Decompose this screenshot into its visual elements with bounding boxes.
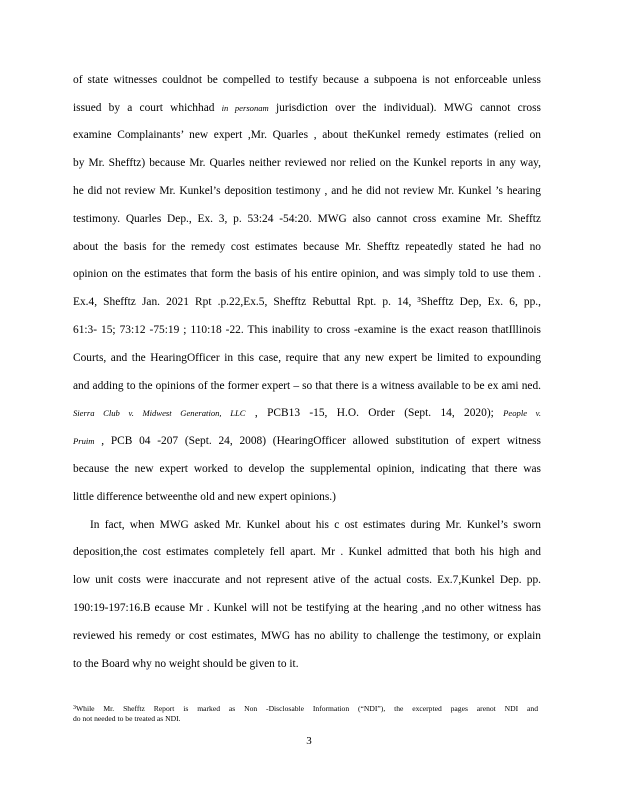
text-line: 190:19-197:16.B ecause Mr . Kunkel will not be testifying at the hearing ,and no other witness has [73, 602, 541, 614]
text-line: low unit costs were inaccurate and not represent ative of the actual costs. Ex.7,Kunkel Dep. pp. [73, 574, 541, 586]
text-line: of state witnesses couldnot be compelled to testify because a subpoena is not enforceable unless [73, 74, 541, 86]
text-line: to the Board why no weight should be given to it. [73, 658, 299, 670]
footnote-text: While Mr. Shefftz Report is marked as Non -Disclosable Information (“NDI”), the excerpted pages arenot NDI and [76, 704, 538, 713]
text-line: reviewed his remedy or cost estimates, MWG has no ability to challenge the testimony, or explain [73, 630, 541, 642]
text-line: Courts, and the HearingOfficer in this case, require that any new expert be limited to expounding [73, 352, 541, 364]
text-line: he did not review Mr. Kunkel’s deposition testimony , and he did not review Mr. Kunkel ’s hearing [73, 185, 541, 197]
text-line: deposition,the cost estimates completely fell apart. Mr . Kunkel admitted that both his high and [73, 546, 541, 558]
text-run: jurisdiction over the individual). MWG cannot cross [268, 102, 541, 114]
text-line: opinion on the estimates that form the basis of his entire opinion, and was simply told to use them . [73, 268, 541, 280]
case-citation: Sierra Club v. Midwest Generation, LLC [73, 408, 246, 418]
text-line: because the new expert worked to develop the supplemental opinion, indicating that there was [73, 463, 541, 475]
text-line [73, 101, 541, 115]
footnote-marker: 3 [73, 705, 76, 711]
case-citation: Pruim [73, 436, 95, 446]
text-line: 61:3- 15; 73:12 -75:19 ; 110:18 -22. This inability to cross -examine is the exact reason thatIllinois [73, 324, 541, 336]
footnote-line: do not needed to be treated as NDI. [73, 714, 181, 723]
text-line: testimony. Quarles Dep., Ex. 3, p. 53:24 -54:20. MWG also cannot cross examine Mr. Shefftz [73, 213, 541, 225]
text-line [73, 434, 541, 448]
text-run: issued by a court whichhad [73, 102, 222, 114]
text-line: In fact, when MWG asked Mr. Kunkel about his c ost estimates during Mr. Kunkel’s sworn [90, 519, 541, 531]
text-line: by Mr. Shefftz) because Mr. Quarles neither reviewed nor relied on the Kunkel reports in any way, [73, 157, 541, 169]
text-run: , PCB13 -15, H.O. Order (Sept. 14, 2020); [245, 407, 504, 419]
text-run: , PCB 04 -207 (Sept. 24, 2008) (HearingOfficer allowed substitution of expert witness [94, 435, 541, 447]
footnote-line [73, 703, 538, 713]
text-line: little difference betweenthe old and new expert opinions.) [73, 491, 336, 503]
text-line: Ex.4, Shefftz Jan. 2021 Rpt .p.22,Ex.5, Shefftz Rebuttal Rpt. p. 14, ³Shefftz Dep, Ex. 6, pp., [73, 296, 541, 308]
case-citation: People v. [503, 408, 541, 418]
text-line: examine Complainants’ new expert ,Mr. Quarles , about theKunkel remedy estimates (relied on [73, 129, 541, 141]
italic-term: in personam [221, 103, 269, 113]
page-number: 3 [306, 735, 312, 747]
text-line [73, 406, 541, 420]
text-line: and adding to the opinions of the former expert – so that there is a witness available to be ex ami ned. [73, 380, 541, 392]
text-line: about the basis for the remedy cost estimates because Mr. Shefftz repeatedly stated he had no [73, 241, 541, 253]
